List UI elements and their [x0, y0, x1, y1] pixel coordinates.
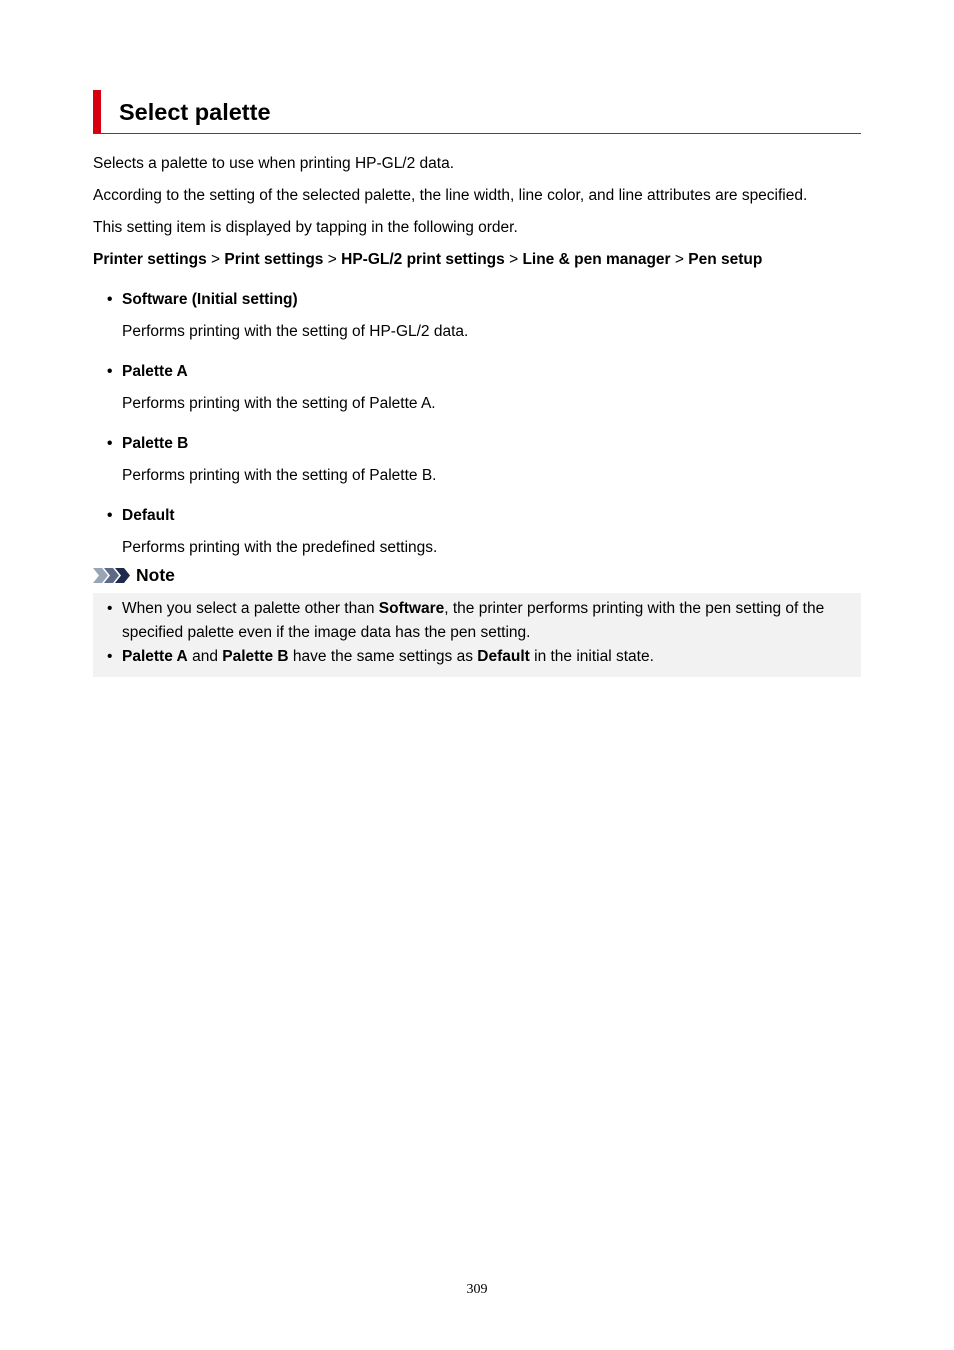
menu-path	[93, 251, 861, 269]
bullet: •	[107, 600, 113, 617]
note-bold-default: Default	[477, 648, 530, 665]
option-title: Default	[122, 507, 175, 524]
page-number: 309	[466, 1282, 488, 1297]
note-list	[93, 597, 851, 669]
path-separator: >	[327, 251, 337, 268]
note-bold-palette-a: Palette A	[122, 648, 188, 665]
option-item-palette-b	[93, 435, 861, 485]
note-header	[93, 565, 861, 585]
option-list	[93, 291, 861, 557]
option-title: Software (Initial setting)	[122, 291, 298, 308]
path-separator: >	[674, 251, 684, 268]
option-description: Performs printing with the predefined settings.	[122, 539, 438, 556]
note-item: • Palette A and Palette B have the same settings as Default in the initial state.	[93, 645, 851, 669]
path-separator: >	[211, 251, 221, 268]
option-title: Palette B	[122, 435, 189, 452]
path-separator: >	[509, 251, 519, 268]
intro-paragraph-1: Selects a palette to use when printing HP-GL/2 data.	[93, 155, 455, 172]
note-item: • When you select a palette other than Software, the printer performs printing with the pen setting of the specified palette even if the image data has the pen setting.	[93, 597, 851, 645]
option-description: Performs printing with the setting of Palette A.	[122, 395, 436, 412]
intro-paragraph-2: According to the setting of the selected palette, the line width, line color, and line attributes are specified.	[93, 187, 808, 204]
option-item-default	[93, 507, 861, 557]
option-description: Performs printing with the setting of HP-GL/2 data.	[122, 323, 469, 340]
option-item-palette-a	[93, 363, 861, 413]
bullet: •	[107, 291, 113, 308]
option-description: Performs printing with the setting of Palette B.	[122, 467, 437, 484]
path-item-hpgl2-print-settings: HP-GL/2 print settings	[341, 251, 505, 268]
section-heading	[93, 90, 861, 134]
option-title: Palette A	[122, 363, 188, 380]
note-label: Note	[136, 565, 175, 585]
path-item-pen-setup: Pen setup	[688, 251, 763, 268]
note-bold-software: Software	[378, 600, 445, 617]
path-item-print-settings: Print settings	[224, 251, 324, 268]
note-bold-palette-b: Palette B	[222, 648, 289, 665]
heading-accent-bar	[93, 90, 101, 133]
page-content	[93, 90, 861, 677]
bullet: •	[107, 648, 113, 665]
bullet: •	[107, 363, 113, 380]
note-chevrons-icon	[93, 568, 131, 583]
bullet: •	[107, 507, 113, 524]
intro-paragraph-3: This setting item is displayed by tapping in the following order.	[93, 219, 518, 236]
option-item-software	[93, 291, 861, 341]
bullet: •	[107, 435, 113, 452]
path-item-printer-settings: Printer settings	[93, 251, 207, 268]
path-item-line-pen-manager: Line & pen manager	[522, 251, 671, 268]
note-box	[93, 593, 861, 677]
page-title: Select palette	[119, 99, 271, 125]
